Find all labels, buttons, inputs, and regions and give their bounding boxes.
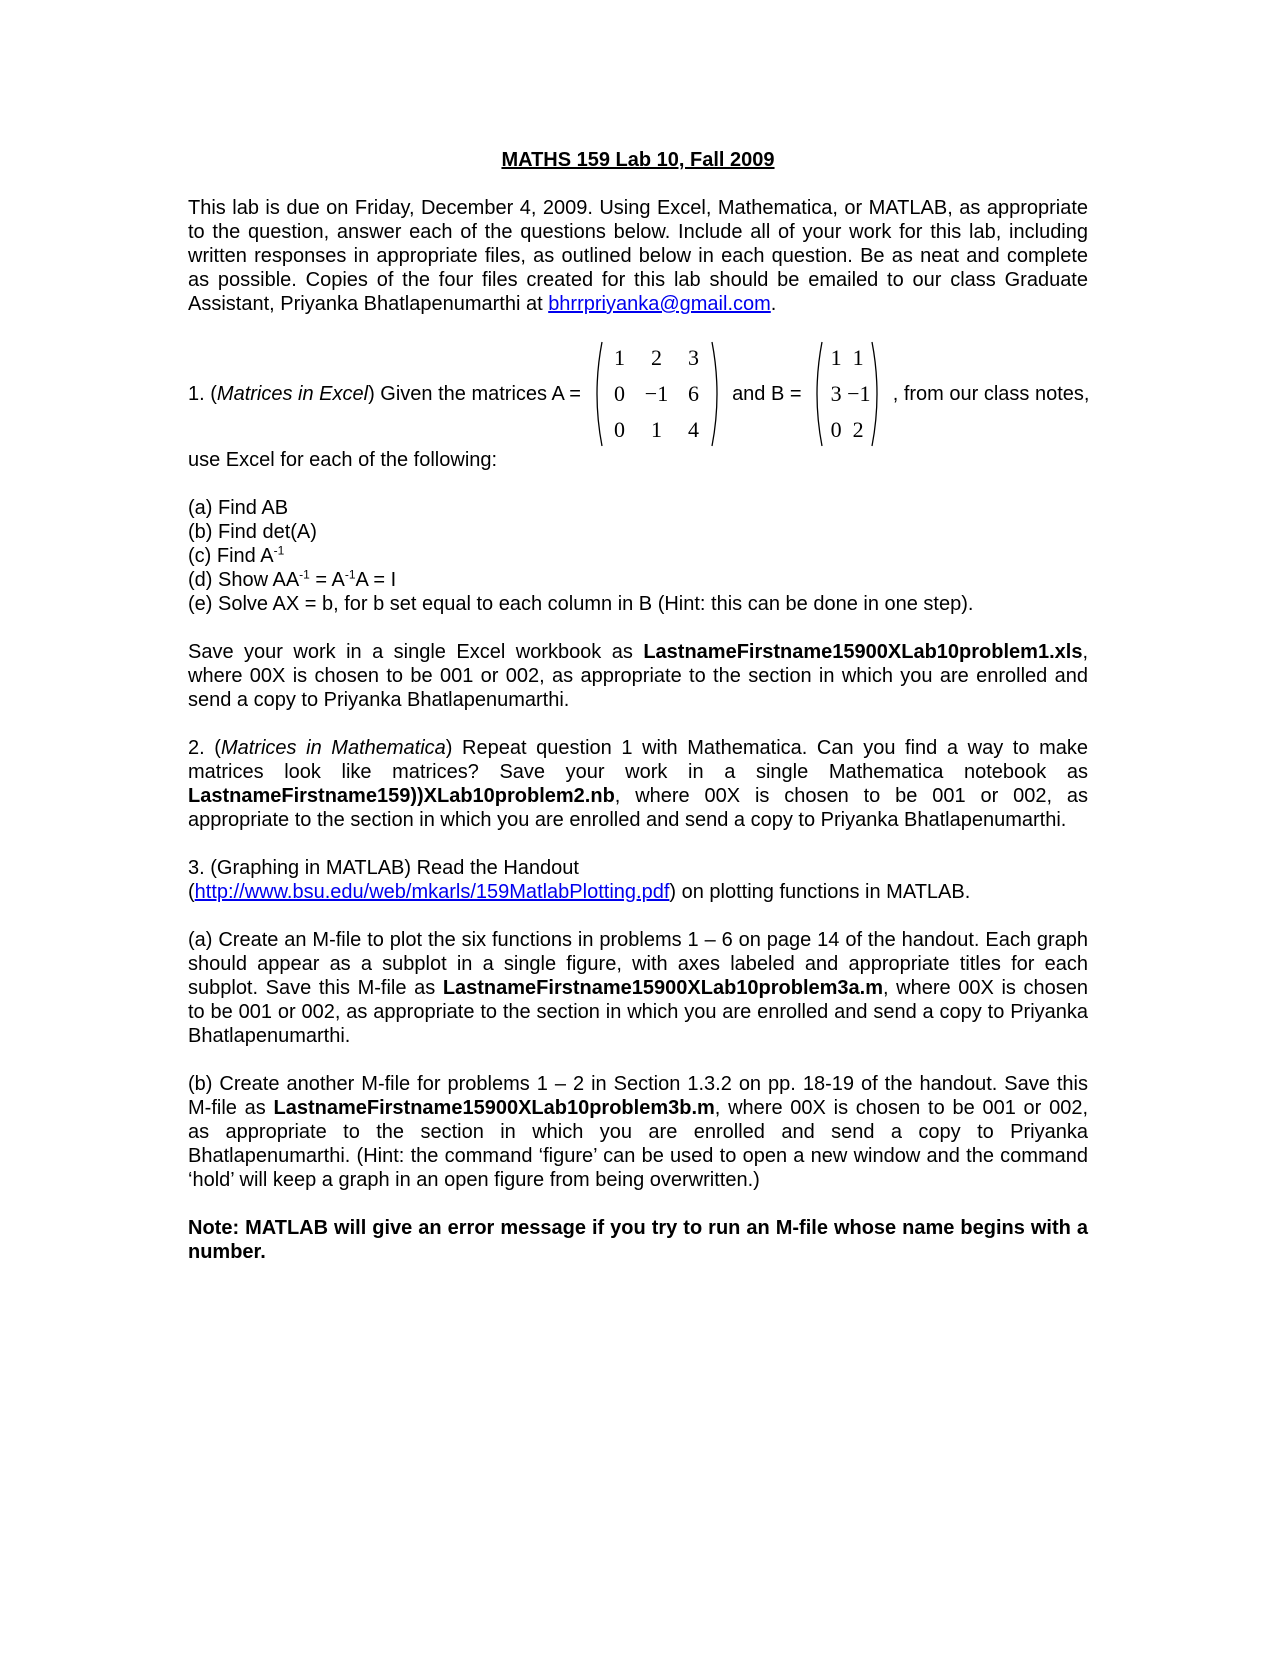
q1-task-list [188, 496, 1088, 616]
left-paren-icon [811, 340, 823, 448]
q2-filename: LastnameFirstname159))XLab10problem2.nb [188, 785, 615, 807]
matrix-cell: 6 [688, 381, 699, 406]
q2-text-end: , where 00X is chosen to be 001 or 002, as appropriate to the section in which you are enrolled and send a copy to Priyanka Bhatlapenumarthi. [188, 785, 1088, 831]
matrix-cell: −1 [644, 381, 669, 406]
q1-num: 1. ( [188, 383, 217, 405]
email-link[interactable]: bhrrpriyanka@gmail.com [548, 293, 771, 315]
question-3b [188, 1072, 1088, 1192]
q1-given: ) Given the matrices A = [368, 383, 581, 405]
left-paren-icon [591, 340, 603, 448]
and-b-label: and B = [732, 383, 802, 405]
matrix-cell: 0 [614, 417, 625, 442]
matrix-b [811, 340, 883, 448]
task-b: (b) Find det(A) [188, 521, 317, 543]
question-1-statement [188, 340, 1088, 448]
inverse-superscript: -1 [299, 567, 310, 582]
task-d-text: (d) Show AA [188, 569, 300, 591]
task-d [188, 568, 1088, 592]
question-1-lead [188, 382, 581, 406]
task-a: (a) Find AB [188, 497, 289, 519]
matrix-cell: 1 [651, 417, 662, 442]
task-c [188, 544, 1088, 568]
question-3 [188, 856, 1088, 904]
q2-num: 2. ( [188, 737, 221, 759]
matrix-a [591, 340, 723, 448]
matrix-cell: 1 [830, 345, 842, 370]
matrix-cell: 0 [614, 381, 625, 406]
q3a-text: (a) Create an M-file to plot the six functions in problems 1 – 6 on page 14 of the handout. Each graph should appear as a subplot in a single figure, with axes labeled and appropriate titles for each subplot. Save this M-file as [188, 929, 1088, 999]
matrix-cell: 0 [830, 417, 842, 442]
q3-paren: ( [188, 881, 195, 903]
q3b-text-end: , where 00X is chosen to be 001 or 002, as appropriate to the section in which you are enrolled and send a copy to Priyanka Bhatlapenumarthi. (Hint: the command ‘figure’ can be used to open a new window and the command ‘hold’ will keep a graph in an open figure from being overwritten.) [188, 1097, 1088, 1191]
inverse-superscript: -1 [273, 543, 285, 558]
inverse-superscript: -1 [344, 567, 356, 582]
matrix-cell: 1 [852, 345, 864, 370]
matrix-cell: 2 [651, 345, 662, 370]
matrix-cell: 4 [688, 417, 699, 442]
q3b-filename: LastnameFirstname15900XLab10problem3b.m [273, 1097, 715, 1119]
task-c-text: (c) Find A [188, 545, 274, 567]
question-2 [188, 736, 1088, 832]
matrix-cell: −1 [847, 381, 871, 406]
note-paragraph: Note: MATLAB will give an error message if you try to run an M-file whose name begins with a number. [188, 1217, 1088, 1263]
q1-save-pre: Save your work in a single Excel workbook as [188, 641, 644, 663]
document-page [188, 148, 1088, 1264]
q1-topic: Matrices in Excel [216, 383, 369, 405]
page-title: MATHS 159 Lab 10, Fall 2009 [501, 149, 775, 171]
handout-link[interactable]: http://www.bsu.edu/web/mkarls/159MatlabPlotting.pdf [194, 881, 670, 903]
q1-save-instructions [188, 640, 1088, 712]
q2-text: ) Repeat question 1 with Mathematica. Can you find a way to make matrices look like matrices? Save your work in a single Mathematica notebook as [188, 737, 1088, 783]
intro-paragraph [188, 196, 1088, 316]
q3a-text-end: , where 00X is chosen to be 001 or 002, as appropriate to the section in which you are enrolled and send a copy to Priyanka Bhatlapenumarthi. [188, 977, 1088, 1047]
q1-after: , from our class notes, [892, 383, 1090, 405]
matrix-cell: 2 [852, 417, 864, 442]
q3a-filename: LastnameFirstname15900XLab10problem3a.m [442, 977, 884, 999]
intro-text: This lab is due on Friday, December 4, 2009. Using Excel, Mathematica, or MATLAB, as appropriate to the question, answer each of the questions below. Include all of your work for this lab, including written responses in appropriate files, as outlined below in each question. Be as neat and complete as possible. Copies of the four files created for this lab should be emailed to our class Graduate Assistant, Priyanka Bhatlapenumarthi at [188, 197, 1088, 315]
task-d-mid: = A [309, 569, 345, 591]
q1-filename: LastnameFirstname15900XLab10problem1.xls [643, 641, 1083, 663]
right-paren-icon [711, 340, 723, 448]
q2-topic: Matrices in Mathematica [220, 737, 446, 759]
matrix-cell: 1 [614, 345, 625, 370]
task-d-end: A = I [355, 569, 397, 591]
matrix-cell: 3 [688, 345, 699, 370]
q3b-text: (b) Create another M-file for problems 1 – 2 in Section 1.3.2 on pp. 18-19 of the handout. Save this M-file as [188, 1073, 1088, 1119]
question-3a [188, 928, 1088, 1048]
intro-end: . [770, 293, 777, 315]
matrix-cell: 3 [830, 381, 842, 406]
q3-line2-end: ) on plotting functions in MATLAB. [669, 881, 971, 903]
q1-cont: use Excel for each of the following: [188, 449, 498, 471]
q1-save-post: , where 00X is chosen to be 001 or 002, as appropriate to the section in which you are enrolled and send a copy to Priyanka Bhatlapenumarthi. [188, 641, 1088, 711]
task-e: (e) Solve AX = b, for b set equal to each column in B (Hint: this can be done in one step). [188, 593, 974, 615]
matrix-a-grid [591, 340, 723, 448]
right-paren-icon [871, 340, 883, 448]
q3-line1: 3. (Graphing in MATLAB) Read the Handout [188, 857, 579, 879]
q3-line2 [188, 880, 1088, 904]
